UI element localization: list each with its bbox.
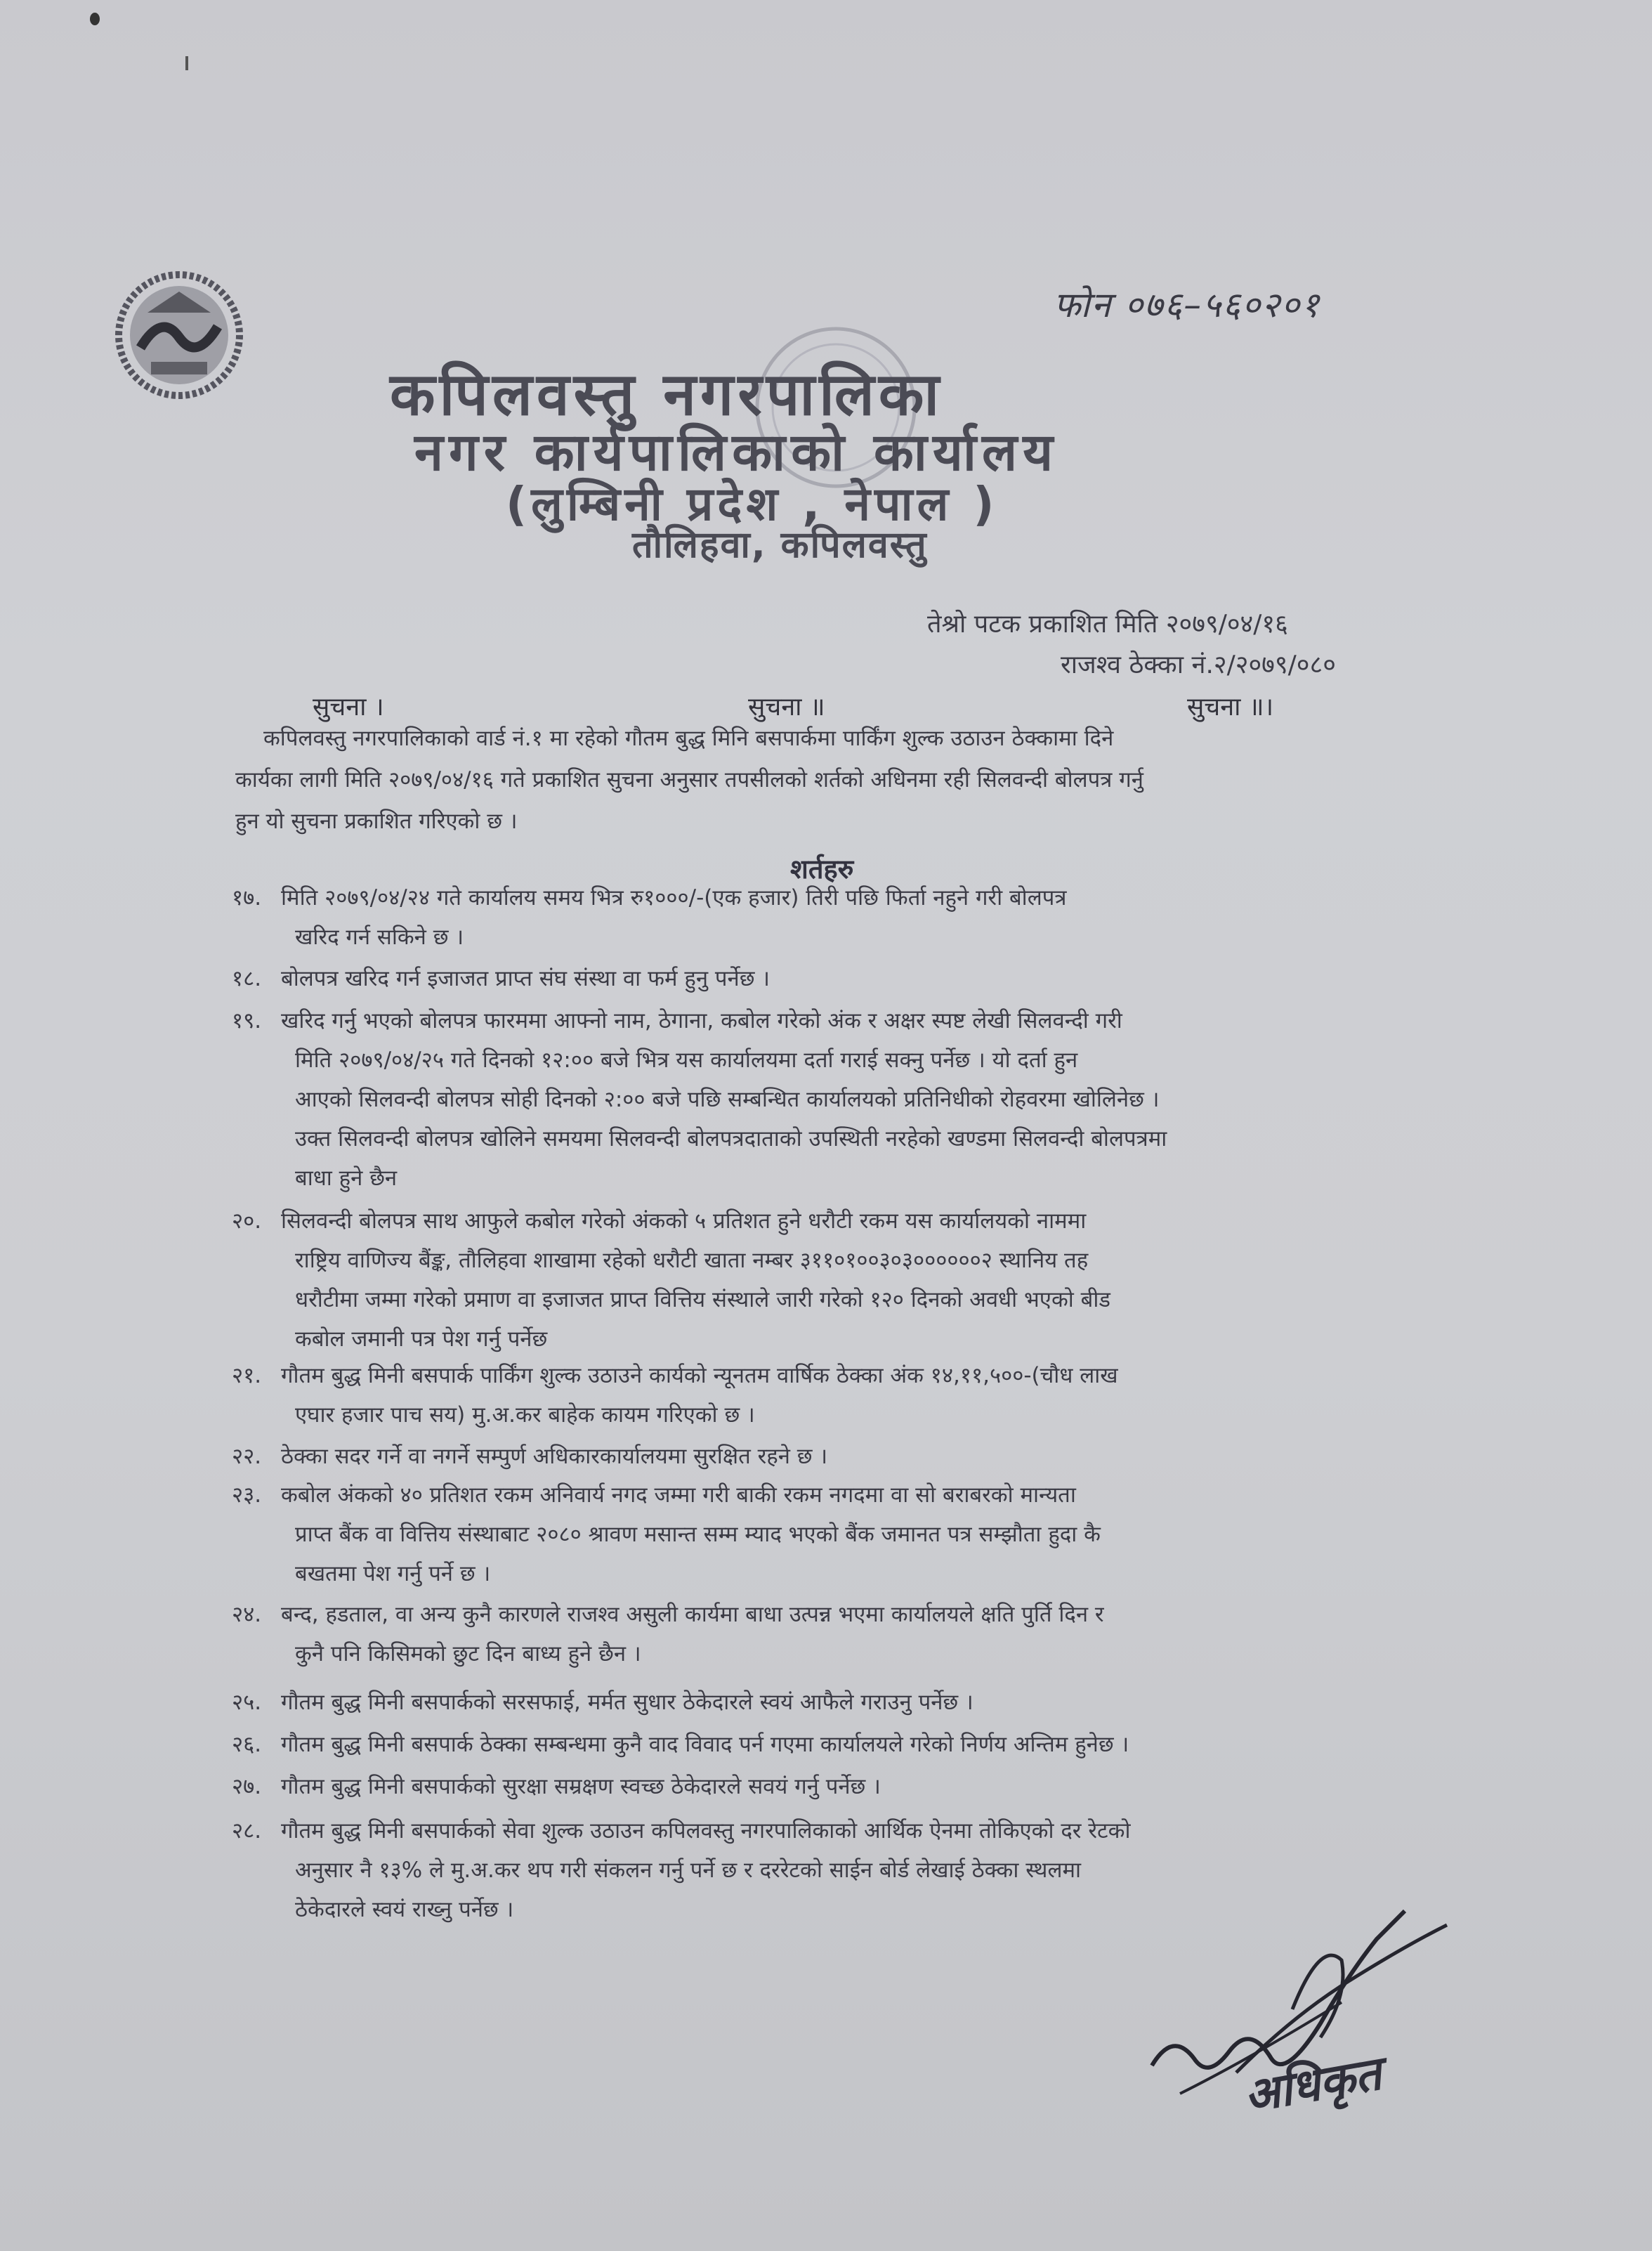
nepal-emblem-icon	[112, 270, 246, 400]
condition-number: १८.	[232, 966, 262, 991]
condition-line: गौतम बुद्ध मिनी बसपार्क ठेक्का सम्बन्धमा कुनै वाद विवाद पर्न गएमा कार्यालयले गरेको निर्णय अन्तिम हुनेछ ।	[281, 1732, 1129, 1757]
condition-number: २७.	[232, 1774, 262, 1799]
condition-line: कबोल जमानी पत्र पेश गर्नु पर्नेछ	[295, 1326, 548, 1352]
condition-text	[281, 878, 1475, 957]
condition-number: २५.	[232, 1690, 262, 1715]
notice-label: सुचना ॥।	[1187, 693, 1274, 722]
condition-line: अनुसार नै १३% ले मु.अ.कर थप गरी संकलन गर्नु पर्ने छ र दररेटको साईन बोर्ड लेखाई ठेक्का स्थलमा	[295, 1858, 1082, 1883]
condition-number: २६.	[232, 1732, 262, 1757]
ink-mark	[90, 13, 100, 25]
condition-line: गौतम बुद्ध मिनी बसपार्क पार्किंग शुल्क उठाउने कार्यको न्यूनतम वार्षिक ठेक्का अंक १४,११,५००-(चौध लाख	[281, 1363, 1118, 1388]
condition-line: मिति २०७९/०४/२५ गते दिनको १२:०० बजे भित्र यस कार्यालयमा दर्ता गराई सक्नु पर्नेछ । यो दर्ता हुन	[295, 1048, 1078, 1073]
condition-text	[281, 1475, 1475, 1593]
condition-number: १९.	[232, 1008, 262, 1033]
condition-text	[281, 1595, 1475, 1673]
condition-line: ठेकेदारले स्वयं राख्नु पर्नेछ ।	[295, 1897, 514, 1922]
condition-text	[281, 1683, 1475, 1722]
province-line: (लुम्बिनी प्रदेश , नेपाल )	[506, 477, 999, 531]
office-name: कपिलवस्तु नगरपालिका	[390, 360, 944, 429]
condition-line: एघार हजार पाच सय) मु.अ.कर बाहेक कायम गरिएको छ ।	[295, 1402, 755, 1428]
office-subtitle: नगर कार्यपालिकाको कार्यालय	[414, 422, 1059, 483]
condition-number: २२.	[232, 1444, 262, 1469]
condition-line: कुनै पनि किसिमको छुट दिन बाध्य हुने छैन ।	[295, 1641, 641, 1666]
condition-number: २०.	[232, 1208, 262, 1234]
condition-line: सिलवन्दी बोलपत्र साथ आफुले कबोल गरेको अंकको ५ प्रतिशत हुने धरौटी रकम यस कार्यालयको नाममा	[281, 1208, 1087, 1234]
intro-line: कपिलवस्तु नगरपालिकाको वार्ड नं.१ मा रहेको गौतम बुद्ध मिनि बसपार्कमा पार्किंग शुल्क उठाउन ठेक्कामा दिने	[263, 726, 1114, 751]
ink-mark	[185, 56, 188, 70]
condition-line: खरिद गर्नु भएको बोलपत्र फारममा आफ्नो नाम, ठेगाना, कबोल गरेको अंक र अक्षर स्पष्ट लेखी सिलवन्दी गरी	[281, 1008, 1122, 1033]
location-line: तौलिहवा, कपिलवस्तु	[632, 524, 928, 566]
intro-line: कार्यका लागी मिति २०७९/०४/१६ गते प्रकाशित सुचना अनुसार तपसीलको शर्तको अधिनमा रही सिलवन्दी बोलपत्र गर्नु	[235, 767, 1143, 792]
condition-text	[281, 1437, 1475, 1476]
condition-number: १७.	[232, 885, 262, 911]
condition-line: बोलपत्र खरिद गर्न इजाजत प्राप्त संघ संस्था वा फर्म हुनु पर्नेछ ।	[281, 966, 771, 991]
condition-number: २३.	[232, 1482, 262, 1508]
condition-line: धरौटीमा जम्मा गरेको प्रमाण वा इजाजत प्राप्त वित्तिय संस्थाले जारी गरेको १२० दिनको अवधी भएको बीड	[295, 1287, 1110, 1312]
condition-text	[281, 1725, 1475, 1764]
condition-line: खरिद गर्न सकिने छ ।	[295, 925, 464, 950]
terms-heading: शर्तहरु	[790, 854, 854, 885]
condition-line: बन्द, हडताल, वा अन्य कुनै कारणले राजश्व असुली कार्यमा बाधा उत्पन्न भएमा कार्यालयले क्षति पुर्ति दिन र	[281, 1602, 1104, 1627]
condition-line: बाधा हुने छैन	[295, 1166, 398, 1191]
condition-line: ठेक्का सदर गर्ने वा नगर्ने सम्पुर्ण अधिकारकार्यालयमा सुरक्षित रहने छ ।	[281, 1444, 828, 1469]
condition-text	[281, 1356, 1475, 1435]
condition-line: उक्त सिलवन्दी बोलपत्र खोलिने समयमा सिलवन्दी बोलपत्रदाताको उपस्थिती नरहेको खण्डमा सिलवन्दी बोलपत्रमा	[295, 1126, 1167, 1151]
condition-number: २८.	[232, 1818, 262, 1844]
condition-text	[281, 1767, 1475, 1806]
condition-line: राष्ट्रिय वाणिज्य बैंङ्क, तौलिहवा शाखामा रहेको धरौटी खाता नम्बर ३११०१००३०३००००००२ स्थानिय तह	[295, 1248, 1089, 1273]
condition-line: आएको सिलवन्दी बोलपत्र सोही दिनको २:०० बजे पछि सम्बन्धित कार्यालयको प्रतिनिधीको रोहवरमा खोलिनेछ ।	[295, 1087, 1160, 1112]
phone-number: फोन ०७६–५६०२०१	[1054, 285, 1321, 325]
condition-line: गौतम बुद्ध मिनी बसपार्कको सरसफाई, मर्मत सुधार ठेकेदारले स्वयं आफैले गराउनु पर्नेछ ।	[281, 1690, 973, 1715]
intro-paragraph	[235, 718, 1450, 842]
signatory-title: अधिकृत	[1240, 2046, 1386, 2124]
condition-line: कबोल अंकको ४० प्रतिशत रकम अनिवार्य नगद जम्मा गरी बाकी रकम नगदमा वा सो बराबरको मान्यता	[281, 1482, 1076, 1508]
condition-number: २४.	[232, 1602, 262, 1627]
notice-label: सुचना ॥	[748, 693, 825, 722]
condition-line: गौतम बुद्ध मिनी बसपार्कको सेवा शुल्क उठाउन कपिलवस्तु नगरपालिकाको आर्थिक ऐनमा तोकिएको दर रेटको	[281, 1818, 1131, 1844]
publish-date: तेश्रो पटक प्रकाशित मिति २०७९/०४/१६	[927, 610, 1288, 639]
condition-line: मिति २०७९/०४/२४ गते कार्यालय समय भित्र रु१०००/-(एक हजार) तिरी पछि फिर्ता नहुने गरी बोलपत्र	[281, 885, 1067, 911]
condition-number: २१.	[232, 1363, 262, 1388]
reference-number: राजश्व ठेक्का नं.२/२०७९/०८०	[1061, 651, 1336, 679]
condition-text	[281, 1001, 1475, 1198]
condition-line: बखतमा पेश गर्नु पर्ने छ ।	[295, 1561, 491, 1586]
condition-text	[281, 959, 1475, 998]
intro-line: हुन यो सुचना प्रकाशित गरिएको छ ।	[235, 809, 518, 834]
notice-label: सुचना ।	[313, 693, 384, 722]
condition-text	[281, 1201, 1475, 1359]
condition-line: प्राप्त बैंक वा वित्तिय संस्थाबाट २०८० श्रावण मसान्त सम्म म्याद भएको बैंक जमानत पत्र सम्झौता हुदा कै	[295, 1522, 1101, 1547]
condition-line: गौतम बुद्ध मिनी बसपार्कको सुरक्षा सम्रक्षण स्वच्छ ठेकेदारले सवयं गर्नु पर्नेछ ।	[281, 1774, 881, 1799]
